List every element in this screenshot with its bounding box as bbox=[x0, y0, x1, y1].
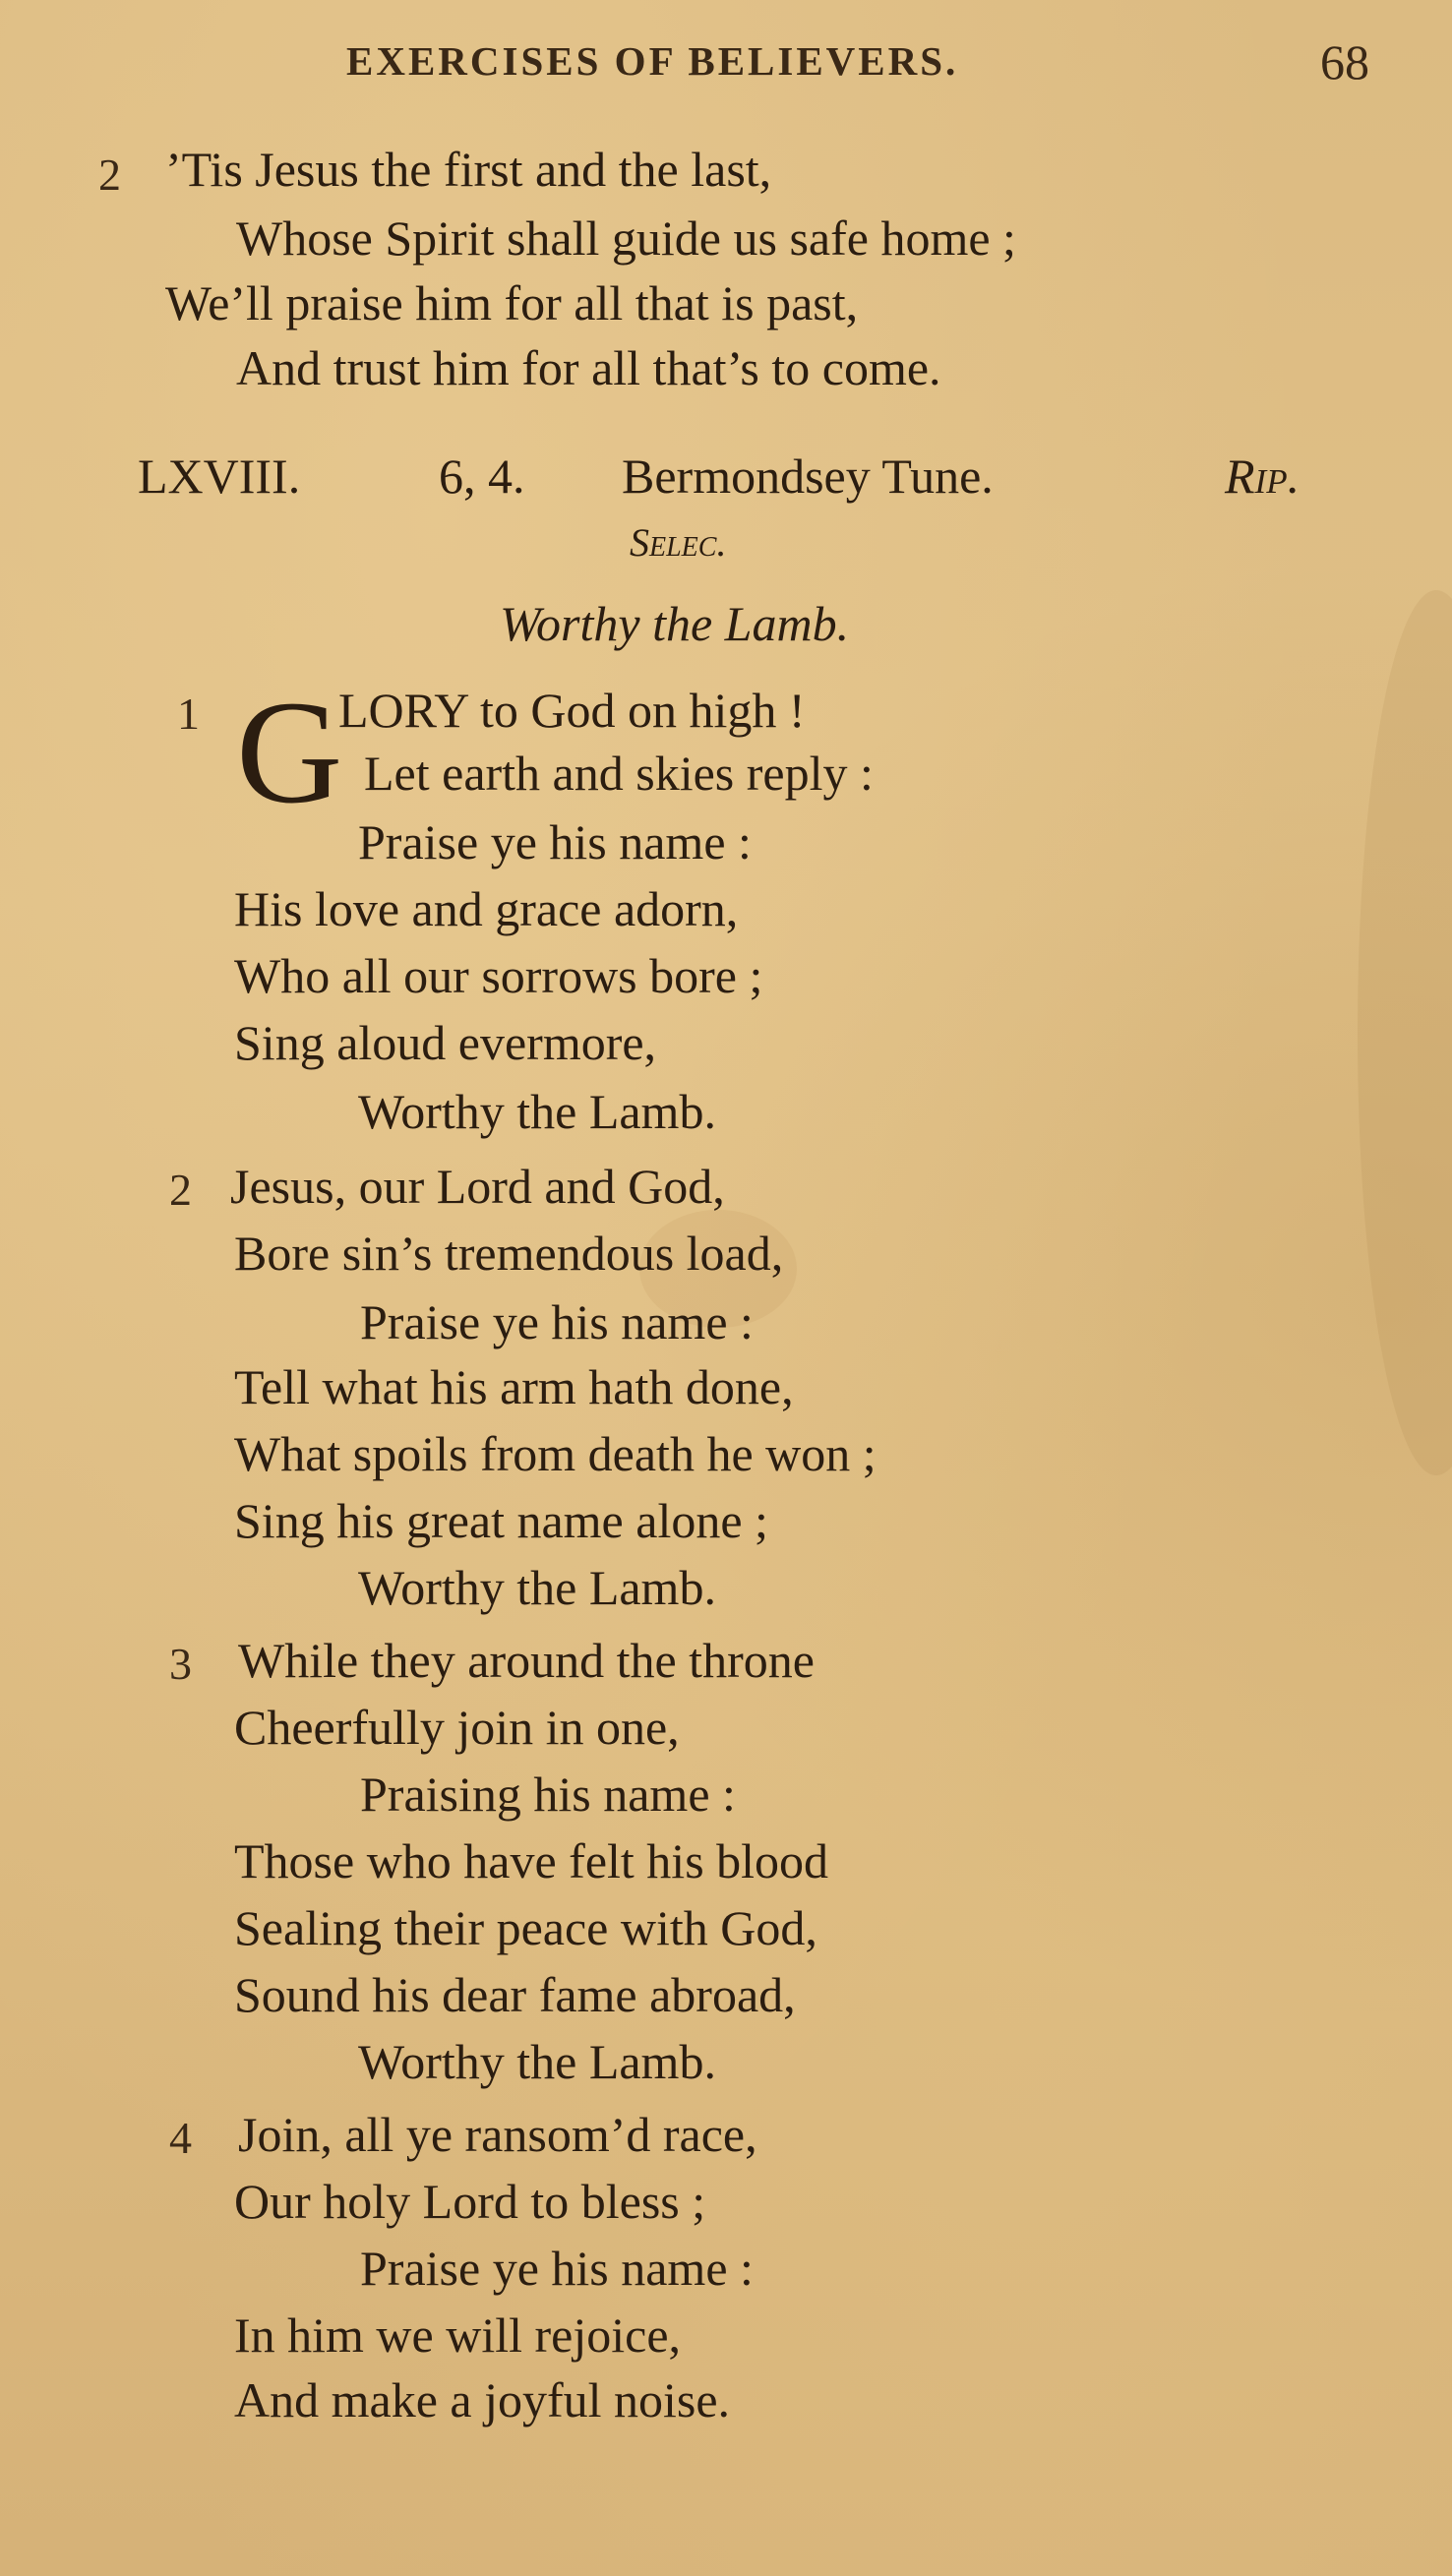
verse-line: And trust him for all that’s to come. bbox=[236, 340, 941, 395]
page-edge-stain bbox=[1358, 590, 1452, 1475]
running-title: EXERCISES OF BELIEVERS. bbox=[346, 38, 959, 84]
verse-line: Praise ye his name : bbox=[358, 814, 752, 869]
hymn-title: Worthy the Lamb. bbox=[500, 596, 850, 651]
verse-number: 3 bbox=[169, 1639, 192, 1689]
hymn-source-continued: Selec. bbox=[630, 520, 727, 565]
verse-line: LORY to God on high ! bbox=[338, 683, 806, 738]
verse-line: We’ll praise him for all that is past, bbox=[165, 275, 859, 330]
verse-line: Join, all ye ransom’d race, bbox=[238, 2107, 757, 2162]
verse-line: Worthy the Lamb. bbox=[358, 1560, 716, 1615]
drop-cap: G bbox=[236, 671, 343, 834]
verse-line: Let earth and skies reply : bbox=[364, 746, 874, 801]
verse-number: 4 bbox=[169, 2113, 192, 2163]
verse-line: What spoils from death he won ; bbox=[234, 1426, 877, 1481]
verse-line: ’Tis Jesus the first and the last, bbox=[165, 142, 772, 197]
verse-line: Worthy the Lamb. bbox=[358, 2034, 716, 2089]
page-number: 68 bbox=[1320, 34, 1369, 90]
verse-line: Sing his great name alone ; bbox=[234, 1493, 768, 1548]
verse-line: Sing aloud evermore, bbox=[234, 1015, 657, 1070]
verse-number: 1 bbox=[177, 689, 200, 739]
verse-number: 2 bbox=[98, 150, 121, 200]
verse-line: Worthy the Lamb. bbox=[358, 1084, 716, 1139]
verse-line: Praise ye his name : bbox=[360, 1294, 754, 1349]
verse-line: Praise ye his name : bbox=[360, 2241, 754, 2296]
verse-number: 2 bbox=[169, 1165, 192, 1215]
verse-line: Praising his name : bbox=[360, 1767, 736, 1822]
verse-line: Who all our sorrows bore ; bbox=[234, 948, 763, 1003]
verse-line: Sealing their peace with God, bbox=[234, 1900, 817, 1955]
verse-line: Bore sin’s tremendous load, bbox=[234, 1226, 784, 1281]
verse-line: Jesus, our Lord and God, bbox=[230, 1159, 725, 1214]
hymn-source: Rip. bbox=[1225, 449, 1301, 504]
verse-line: Tell what his arm hath done, bbox=[234, 1359, 794, 1414]
verse-line: His love and grace adorn, bbox=[234, 881, 739, 936]
hymn-meter: 6, 4. bbox=[439, 449, 525, 504]
verse-line: Our holy Lord to bless ; bbox=[234, 2174, 706, 2229]
verse-line: Sound his dear fame abroad, bbox=[234, 1967, 796, 2022]
verse-line: Cheerfully join in one, bbox=[234, 1700, 680, 1755]
hymn-tune: Bermondsey Tune. bbox=[622, 449, 994, 504]
verse-line: Whose Spirit shall guide us safe home ; bbox=[236, 210, 1016, 266]
verse-line: And make a joyful noise. bbox=[234, 2372, 731, 2427]
verse-line: While they around the throne bbox=[238, 1633, 815, 1688]
verse-line: Those who have felt his blood bbox=[234, 1833, 829, 1888]
hymn-number: LXVIII. bbox=[138, 449, 301, 504]
verse-line: In him we will rejoice, bbox=[234, 2307, 682, 2363]
